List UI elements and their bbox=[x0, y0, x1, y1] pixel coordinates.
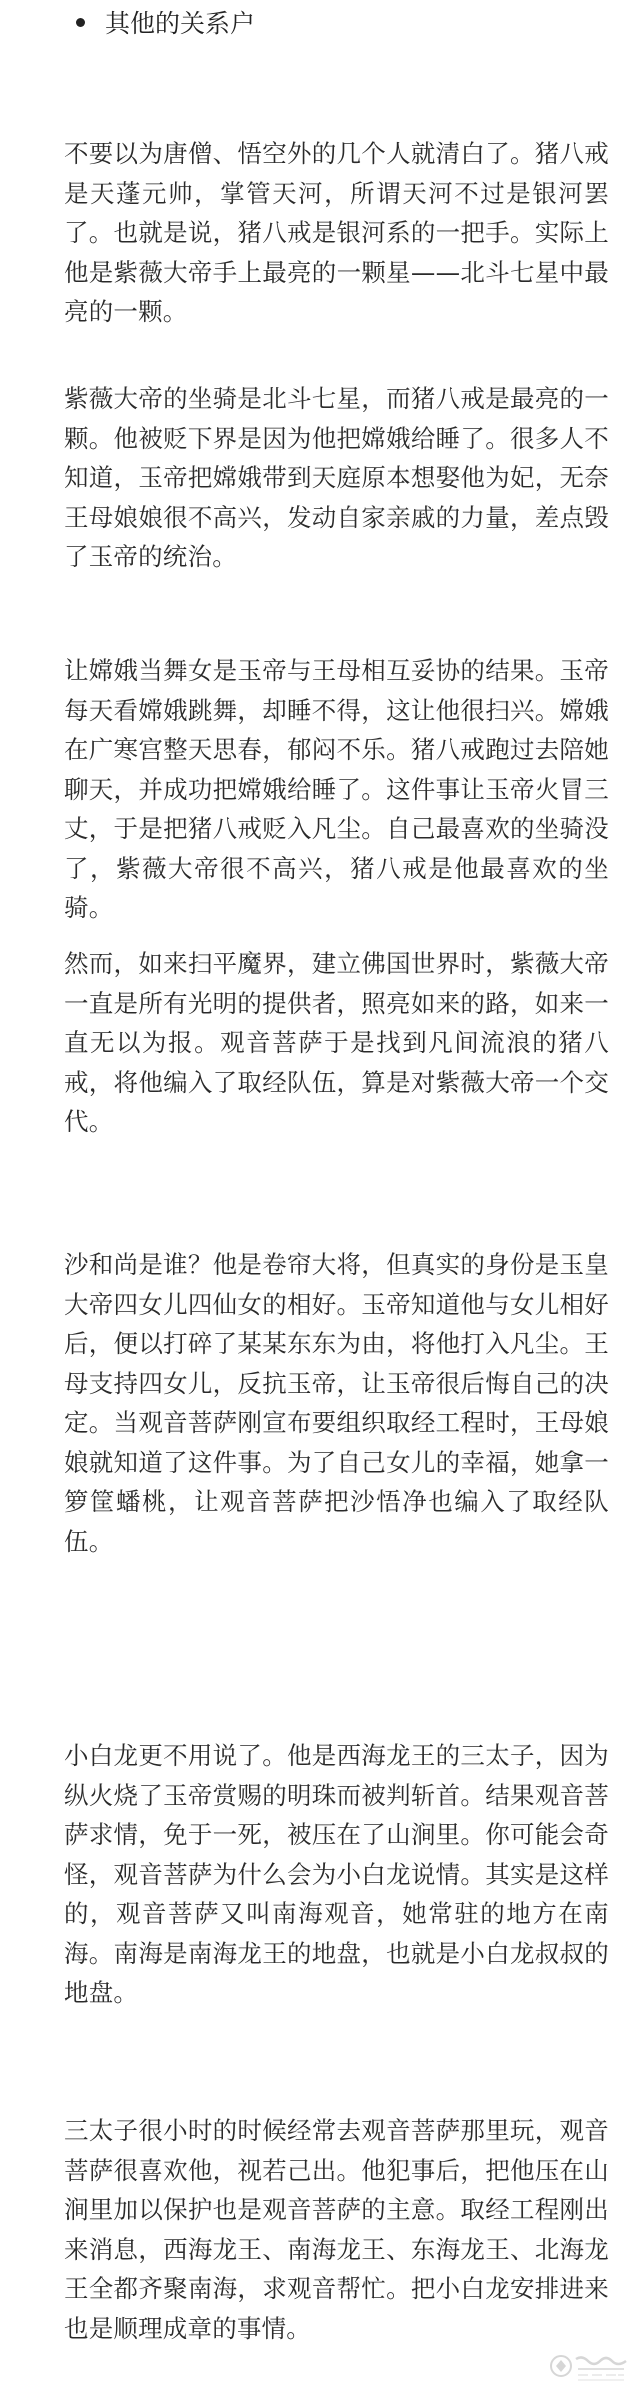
paragraph-zhu-bajie-identity: 不要以为唐僧、悟空外的几个人就清白了。猪八戒是天蓬元帅，掌管天河，所谓天河不过是银河罢了。也就是说，猪八戒是银河系的一把手。实际上他是紫薇大帝手上最亮的一颗星——北斗七星中最亮的一颗。 bbox=[64, 139, 609, 326]
paragraph-zhu-bajie-demotion: 紫薇大帝的坐骑是北斗七星，而猪八戒是最亮的一颗。他被贬下界是因为他把嫦娥给睡了。很多人不知道，玉帝把嫦娥带到天庭原本想娶他为妃，无奈王母娘娘很不高兴，发动自家亲戚的力量，差点毁了玉帝的统治。 bbox=[64, 384, 609, 571]
section-heading: 其他的关系户 bbox=[105, 9, 256, 38]
paragraph-ziwei-repayment: 然而，如来扫平魔界，建立佛国世界时，紫薇大帝一直是所有光明的提供者，照亮如来的路，如来一直无以为报。观音菩萨于是找到凡间流浪的猪八戒，将他编入了取经队伍，算是对紫薇大帝一个交代。 bbox=[64, 949, 609, 1136]
paragraph-change-dancer: 让嫦娥当舞女是玉帝与王母相互妥协的结果。玉帝每天看嫦娥跳舞，却睡不得，这让他很扫兴。嫦娥在广寒宫整天思春，郁闷不乐。猪八戒跑过去陪她聊天，并成功把嫦娥给睡了。这件事让玉帝火冒三丈，于是把猪八戒贬入凡尘。自己最喜欢的坐骑没了，紫薇大帝很不高兴，猪八戒是他最喜欢的坐骑。 bbox=[64, 656, 609, 922]
section-bullet-item bbox=[76, 4, 255, 40]
bullet-dot-icon bbox=[76, 18, 85, 27]
site-logo-icon bbox=[548, 2351, 632, 2385]
paragraph-sha-heshang: 沙和尚是谁？他是卷帘大将，但真实的身份是玉皇大帝四女儿四仙女的相好。玉帝知道他与女儿相好后，便以打碎了某某东东为由，将他打入凡尘。王母支持四女儿，反抗玉帝，让玉帝很后悔自己的决定。当观音菩萨刚宣布要组织取经工程时，王母娘娘就知道了这件事。为了自己女儿的幸福，她拿一箩筐蟠桃，让观音菩萨把沙悟净也编入了取经队伍。 bbox=[64, 1250, 609, 1556]
paragraph-third-prince: 三太子很小时的时候经常去观音菩萨那里玩，观音菩萨很喜欢他，视若己出。他犯事后，把他压在山涧里加以保护也是观音菩萨的主意。取经工程刚出来消息，西海龙王、南海龙王、东海龙王、北海龙王全都齐聚南海，求观音帮忙。把小白龙安排进来也是顺理成章的事情。 bbox=[64, 2116, 609, 2343]
paragraph-xiao-bailong: 小白龙更不用说了。他是西海龙王的三太子，因为纵火烧了玉帝赏赐的明珠而被判斩首。结果观音菩萨求情，免于一死，被压在了山涧里。你可能会奇怪，观音菩萨为什么会为小白龙说情。其实是这样的，观音菩萨又叫南海观音，她常驻的地方在南海。南海是南海龙王的地盘，也就是小白龙叔叔的地盘。 bbox=[64, 1741, 609, 2007]
